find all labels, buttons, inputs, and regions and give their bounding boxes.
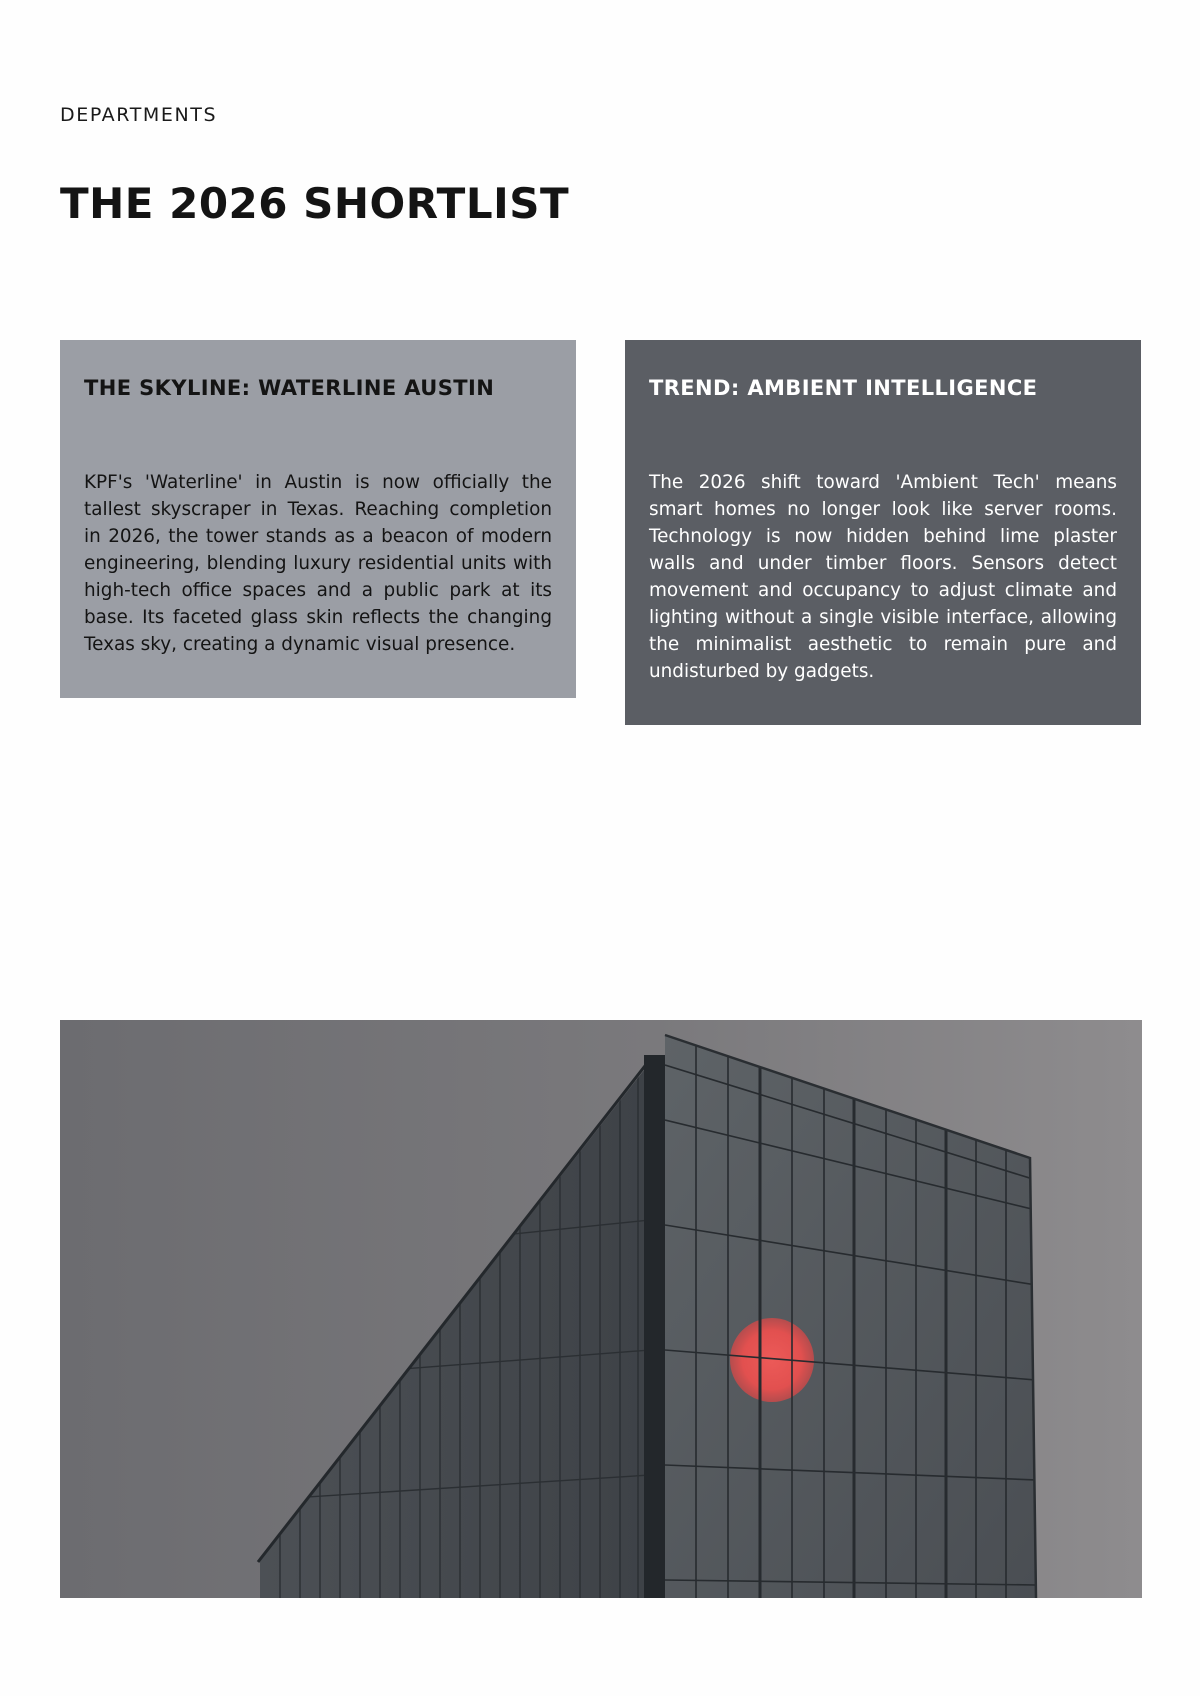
tower-corner bbox=[644, 1055, 666, 1598]
section-label: DEPARTMENTS bbox=[60, 104, 218, 126]
card-body: KPF's 'Waterline' in Austin is now officially the tallest skyscraper in Texas. Reaching completion in 2026, the tower stands as a beacon of modern engineering, blending luxury residential units with high-tech office spaces and a public park at its base. Its faceted glass skin reflects the changing Texas sky, creating a dynamic visual presence. bbox=[84, 472, 552, 656]
skyscraper-image bbox=[60, 1020, 1142, 1598]
card-body: The 2026 shift toward 'Ambient Tech' means smart homes no longer look like server rooms. Technology is now hidden behind lime plaster walls and under timber floors. Sensors detect movement and occupancy to adjust climate and lighting without a single visible interface, allowing the minimalist aesthetic to remain pure and undisturbed by gadgets. bbox=[649, 472, 1117, 683]
sun-reflection bbox=[730, 1318, 814, 1402]
card-heading: TREND: AMBIENT INTELLIGENCE bbox=[649, 376, 1038, 400]
skyscraper-photo bbox=[60, 1020, 1142, 1598]
card-heading: THE SKYLINE: WATERLINE AUSTIN bbox=[84, 376, 495, 400]
page-title: THE 2026 SHORTLIST bbox=[60, 179, 570, 228]
card-ambient-intelligence bbox=[625, 340, 1141, 725]
card-waterline-austin bbox=[60, 340, 576, 698]
